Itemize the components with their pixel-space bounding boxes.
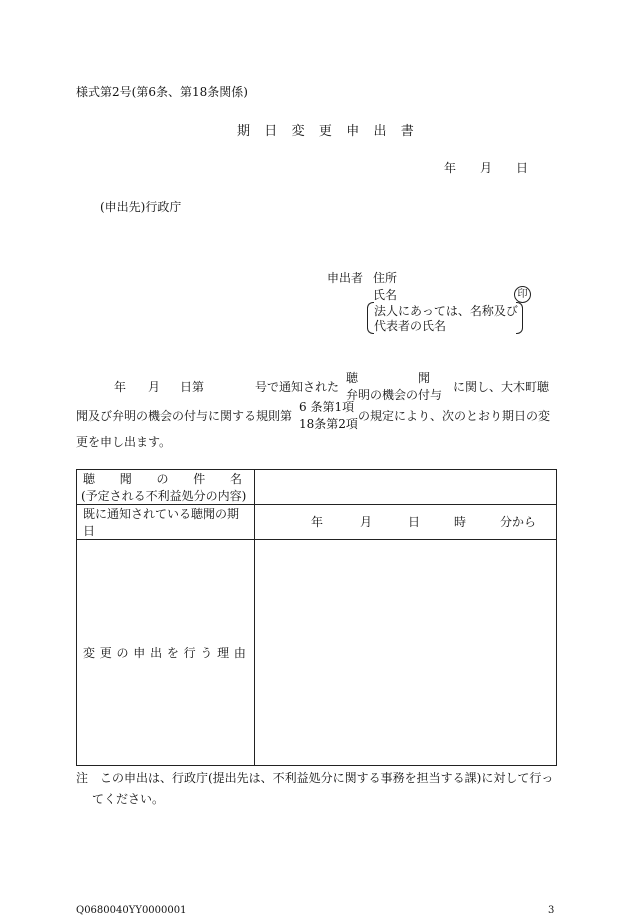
scheduled-month: 月: [360, 515, 373, 529]
scheduled-day: 日: [408, 515, 421, 529]
footer-code: Q0680040YY0000001: [76, 905, 187, 916]
body-day-no: 日第: [180, 380, 205, 394]
body-regarding: に関し、大木町聴: [453, 380, 550, 394]
corp-note-line2: 代表者の氏名: [374, 319, 447, 333]
date-year: 年: [444, 161, 457, 175]
address-label: 住所: [373, 271, 398, 285]
page-number: 3: [548, 905, 555, 916]
hearing-top: 聴 聞: [346, 371, 431, 385]
subject-label: 聴 聞 の 件 名: [83, 472, 242, 486]
clause-bottom: 18条第2項: [299, 417, 358, 431]
recipient: (申出先)行政庁: [100, 200, 182, 214]
body-line2-suffix: の規定により、次のとおり期日の変: [358, 409, 551, 423]
body-year: 年: [114, 380, 127, 394]
body-notified: 号で通知された: [255, 380, 340, 394]
reason-value-cell[interactable]: [255, 540, 557, 766]
scheduled-date-label: 既に通知されている聴聞の期日: [77, 505, 255, 540]
body-month: 月: [148, 380, 161, 394]
date-month: 月: [480, 161, 493, 175]
note-line1: 注 この申出は、行政庁(提出先は、不利益処分に関する事務を担当する課)に対して行っ: [76, 771, 554, 785]
reason-label-cell: [77, 540, 255, 766]
date-day: 日: [516, 161, 529, 175]
name-label: 氏名: [373, 288, 398, 302]
form-number: 様式第2号(第6条、第18条関係): [76, 85, 248, 99]
paren-right: [516, 302, 523, 334]
application-table: [76, 469, 557, 766]
scheduled-year: 年: [311, 515, 324, 529]
scheduled-date-cell[interactable]: [255, 505, 557, 540]
clause-top: 6 条第1項: [299, 400, 355, 414]
scheduled-minute: 分から: [500, 515, 537, 529]
subject-value-cell[interactable]: [255, 470, 557, 505]
applicant-label: 申出者: [327, 271, 364, 285]
corp-note-line1: 法人にあっては、名称及び: [374, 304, 518, 318]
scheduled-hour: 時: [454, 515, 467, 529]
body-line3: 更を申し出ます。: [76, 435, 172, 449]
hearing-bottom: 弁明の機会の付与: [346, 388, 443, 402]
table-row-date: [77, 505, 557, 540]
table-row-subject: [77, 470, 557, 505]
body-line2-prefix: 聞及び弁明の機会の付与に関する規則第: [76, 409, 293, 423]
table-row-reason: [77, 540, 557, 766]
seal-mark: 印: [514, 286, 531, 303]
document-title: 期日変更申出書: [237, 124, 429, 139]
subject-sublabel: (予定される不利益処分の内容): [81, 489, 247, 503]
subject-label-cell: [77, 470, 255, 505]
reason-label: 変 更 の 申 出 を 行 う 理 由: [83, 646, 246, 660]
note-line2: てください。: [92, 792, 165, 806]
paren-left: [367, 302, 374, 334]
